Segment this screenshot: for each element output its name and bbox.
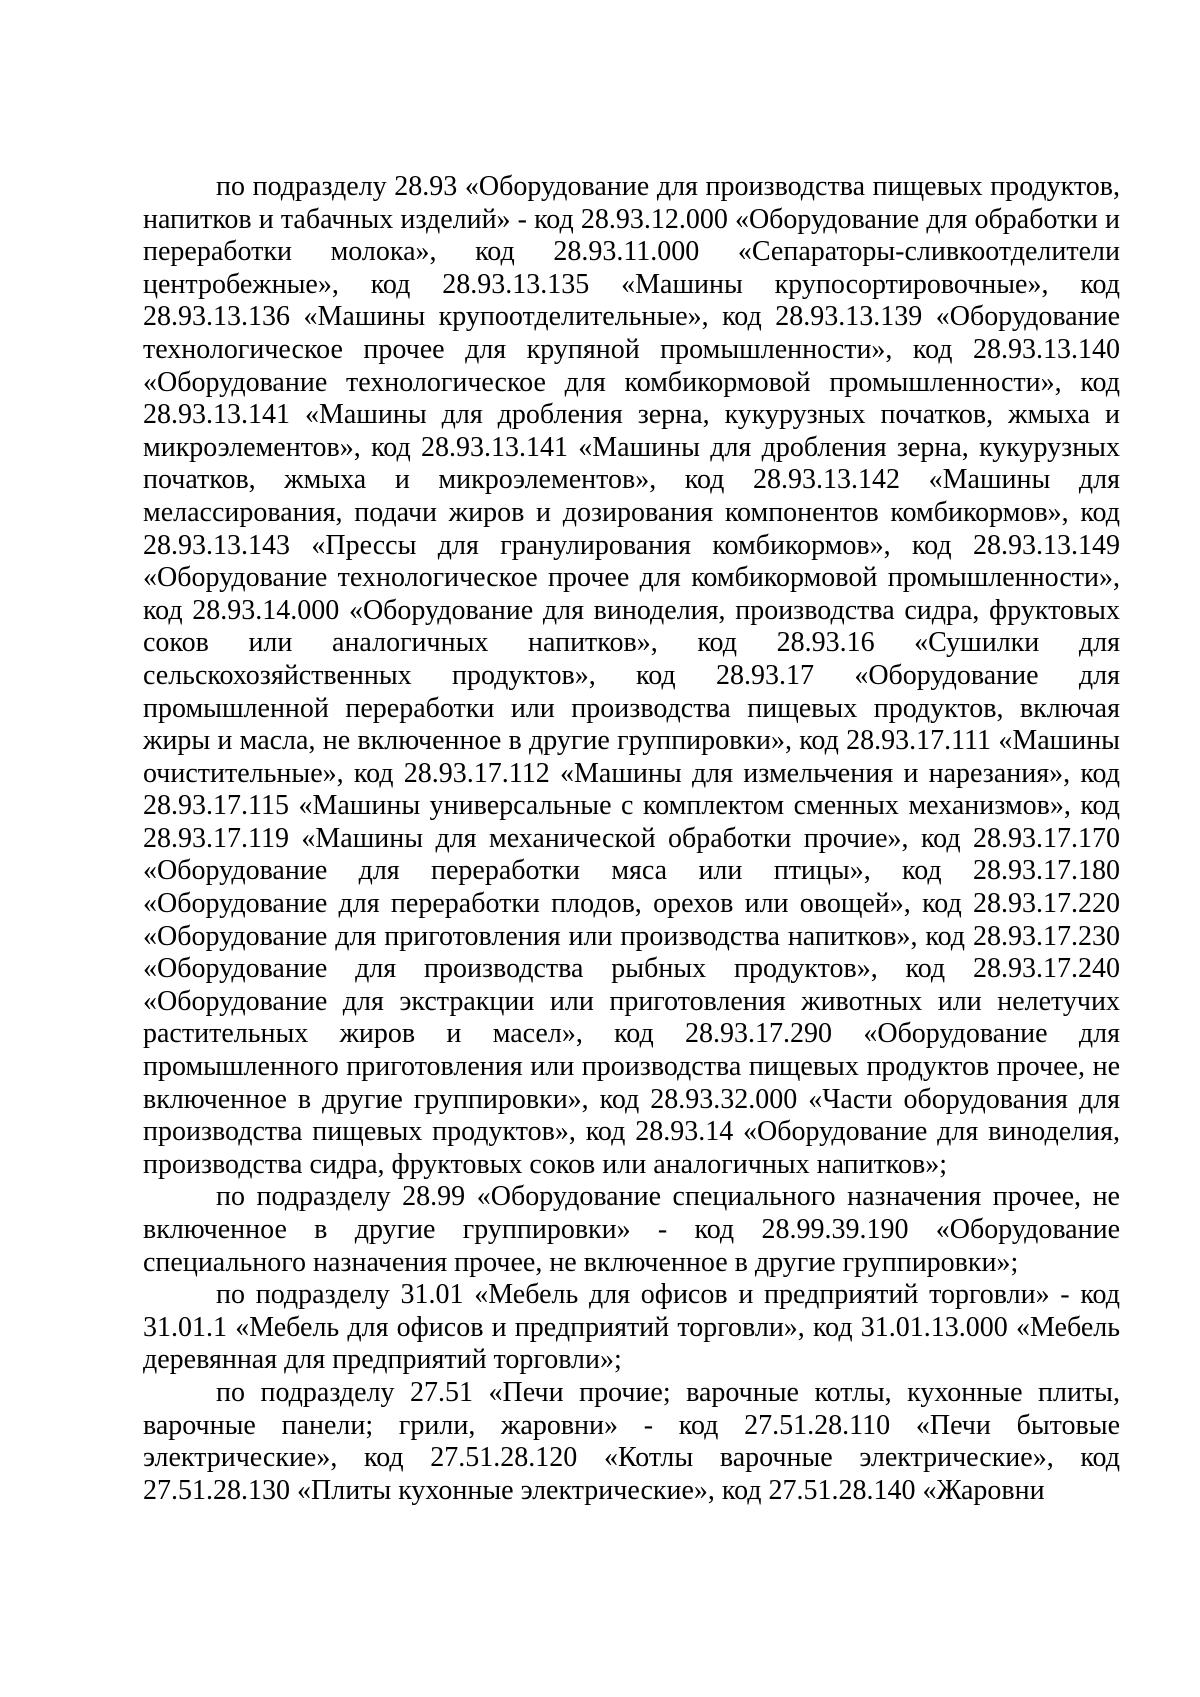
paragraph-subsection-27-51: по подразделу 27.51 «Печи прочие; варочные котлы, кухонные плиты, варочные панели; грили, жаровни» - код 27.51.28.110 «Печи бытовые электрические», код 27.51.28.120 «Котлы варочные электрические», код 27.51.28.130 «Плиты кухонные электрические», код 27.51.28.140 «Жаровни (143, 1376, 1120, 1506)
paragraph-subsection-31-01: по подразделу 31.01 «Мебель для офисов и предприятий торговли» - код 31.01.1 «Мебель для офисов и предприятий торговли», код 31.01.13.000 «Мебель деревянная для предприятий торговли»; (143, 1279, 1120, 1376)
paragraph-subsection-28-99: по подразделу 28.99 «Оборудование специального назначения прочее, не включенное в другие группировки» - код 28.99.39.190 «Оборудование специального назначения прочее, не включенное в другие группировки»; (143, 1181, 1120, 1278)
paragraph-subsection-28-93: по подразделу 28.93 «Оборудование для производства пищевых продуктов, напитков и табачных изделий» - код 28.93.12.000 «Оборудование для обработки и переработки молока», код 28.93.11.000 «Сепараторы-сливкоотделители центробежные», код 28.93.13.135 «Машины крупосортировочные», код 28.93.13.136 «Машины крупоотделительные», код 28.93.13.139 «Оборудование технологическое прочее для крупяной промышленности», код 28.93.13.140 «Оборудование технологическое для комбикормовой промышленности», код 28.93.13.141 «Машины для дробления зерна, кукурузных початков, жмыха и микроэлементов», код 28.93.13.141 «Машины для дробления зерна, кукурузных початков, жмыха и микроэлементов», код 28.93.13.142 «Машины для мелассирования, подачи жиров и дозирования компонентов комбикормов», код 28.93.13.143 «Прессы для гранулирования комбикормов», код 28.93.13.149 «Оборудование технологическое прочее для комбикормовой промышленности», код 28.93.14.000 «Оборудование для виноделия, производства сидра, фруктовых соков или аналогичных напитков», код 28.93.16 «Сушилки для сельскохозяйственных продуктов», код 28.93.17 «Оборудование для промышленной переработки или производства пищевых продуктов, включая жиры и масла, не включенное в другие группировки», код 28.93.17.111 «Машины очистительные», код 28.93.17.112 «Машины для измельчения и нарезания», код 28.93.17.115 «Машины универсальные с комплектом сменных механизмов», код 28.93.17.119 «Машины для механической обработки прочие», код 28.93.17.170 «Оборудование для переработки мяса или птицы», код 28.93.17.180 «Оборудование для переработки плодов, орехов или овощей», код 28.93.17.220 «Оборудование для приготовления или производства напитков», код 28.93.17.230 «Оборудование для производства рыбных продуктов», код 28.93.17.240 «Оборудование для экстракции или приготовления животных или нелетучих растительных жиров и масел», код 28.93.17.290 «Оборудование для промышленного приготовления или производства пищевых продуктов прочее, не включенное в другие группировки», код 28.93.32.000 «Части оборудования для производства пищевых продуктов», код 28.93.14 «Оборудование для виноделия, производства сидра, фруктовых соков или аналогичных напитков»; (143, 171, 1120, 1180)
document-body (143, 171, 1120, 1507)
